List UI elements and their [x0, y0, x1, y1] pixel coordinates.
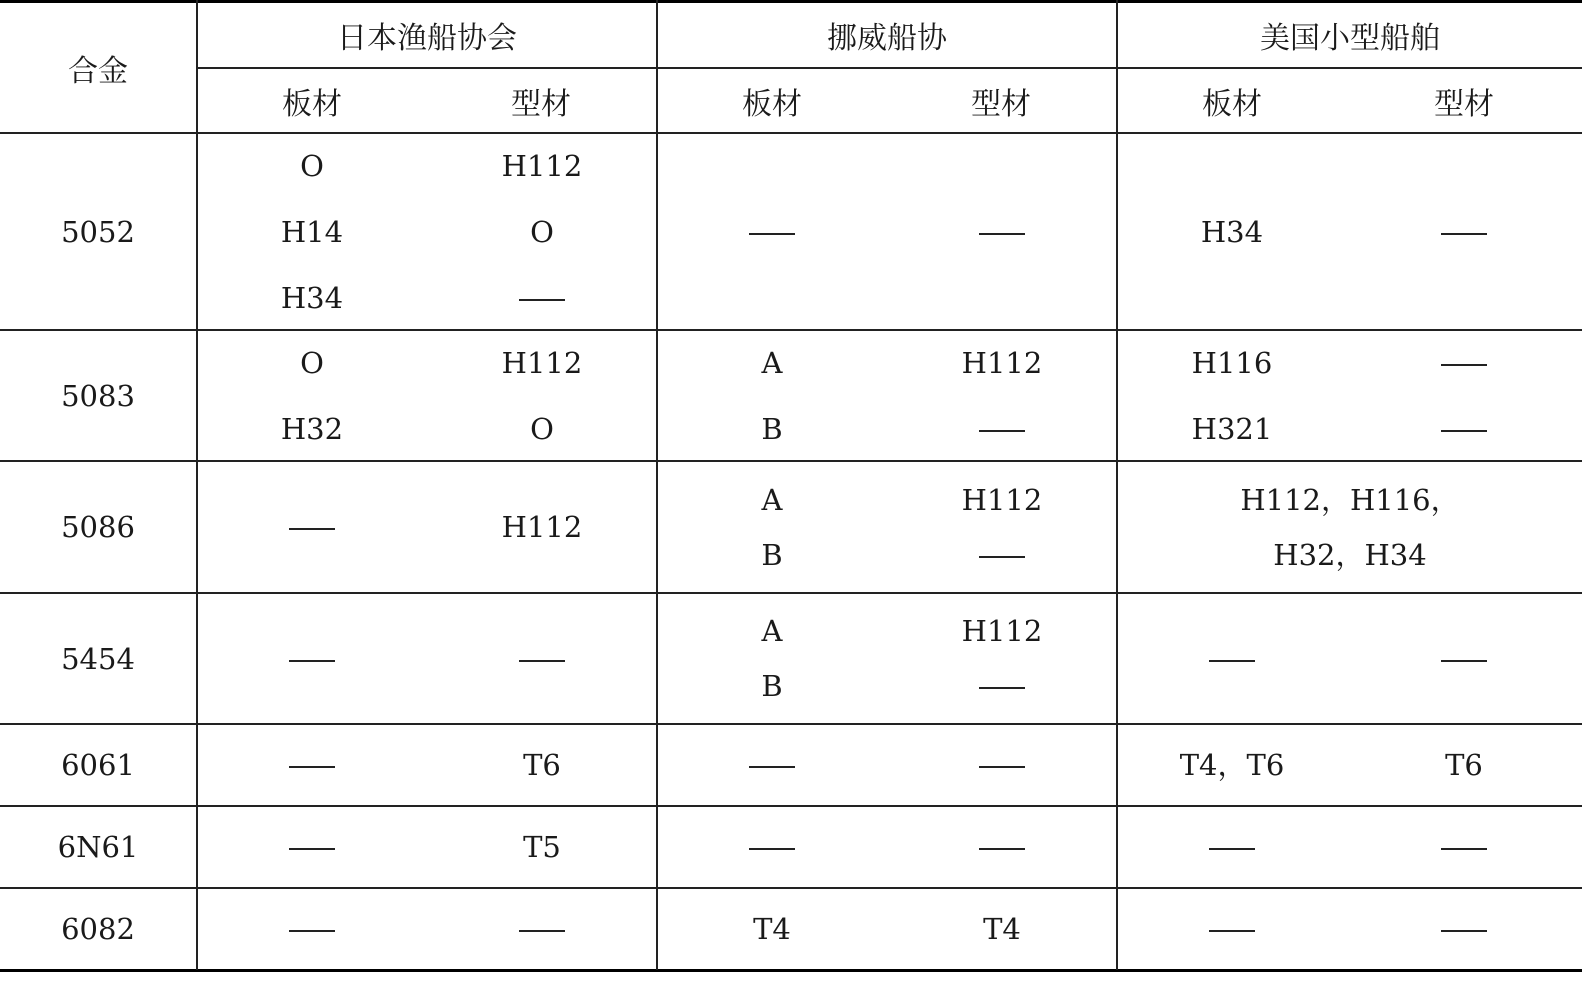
- temper-value: T6: [1445, 748, 1483, 782]
- table-cell: [1118, 725, 1346, 805]
- dash-mark: [1441, 830, 1487, 864]
- temper-value: H32: [280, 411, 344, 446]
- dash-glyph: [1441, 848, 1487, 850]
- table-cell: [198, 725, 426, 805]
- dash-mark: [289, 642, 335, 676]
- alloy-cell: 5086: [61, 510, 135, 544]
- dash-mark: [289, 510, 335, 544]
- temper-value: T5: [523, 830, 561, 864]
- table-cell: [1346, 725, 1582, 805]
- alloy-cell: 5083: [61, 378, 135, 413]
- table-cell: [426, 807, 658, 887]
- dash-mark: [979, 538, 1025, 572]
- dash-mark: [1441, 412, 1487, 446]
- dash-mark: [749, 748, 795, 782]
- temper-value: A: [761, 614, 783, 648]
- dash-mark: [519, 281, 565, 315]
- table-cell: [1118, 807, 1346, 887]
- table-cell: [198, 807, 426, 887]
- table-cell: [1346, 807, 1582, 887]
- temper-value: H112: [501, 345, 583, 380]
- table-cell: [886, 594, 1118, 723]
- dash-glyph: [979, 430, 1025, 432]
- table-cell: [658, 889, 886, 969]
- temper-value: H321: [1191, 411, 1273, 446]
- dash-glyph: [979, 687, 1025, 689]
- dash-glyph: [289, 528, 335, 530]
- dash-mark: [979, 830, 1025, 864]
- table-cell: [426, 134, 658, 329]
- table-cell: [426, 594, 658, 723]
- table-cell: [658, 331, 886, 460]
- temper-value: H34: [1200, 214, 1264, 249]
- table-cell: [198, 331, 426, 460]
- temper-value: A: [761, 482, 783, 517]
- dash-glyph: [979, 766, 1025, 768]
- header-plate: 板材: [282, 86, 342, 122]
- dash-mark: [1209, 642, 1255, 676]
- dash-glyph: [979, 848, 1025, 850]
- table-cell: [886, 462, 1118, 592]
- dash-glyph: [1441, 430, 1487, 432]
- merged-cell-usa: [1118, 462, 1582, 592]
- header-profile: 型材: [511, 86, 571, 122]
- table-cell: [658, 807, 886, 887]
- dash-mark: [289, 748, 335, 782]
- dash-mark: [749, 215, 795, 249]
- temper-value: A: [761, 345, 783, 380]
- dash-mark: [1441, 912, 1487, 946]
- temper-value: T4: [753, 912, 791, 946]
- table-cell: [198, 889, 426, 969]
- table-cell: [1118, 331, 1346, 460]
- temper-value: H112: [501, 510, 583, 544]
- dash-glyph: [749, 848, 795, 850]
- table-cell: [886, 134, 1118, 329]
- dash-mark: [1209, 830, 1255, 864]
- dash-mark: [979, 412, 1025, 446]
- table-cell: [658, 134, 886, 329]
- table-cell: [426, 331, 658, 460]
- table-cell: [198, 462, 426, 592]
- dash-mark: [289, 912, 335, 946]
- dash-mark: [979, 669, 1025, 703]
- dash-mark: [1209, 912, 1255, 946]
- dash-glyph: [979, 233, 1025, 235]
- dash-mark: [749, 830, 795, 864]
- table-cell: [198, 134, 426, 329]
- temper-value: H32，H34: [1273, 537, 1427, 572]
- table-cell: [886, 725, 1118, 805]
- table-cell: [426, 889, 658, 969]
- table-cell: [886, 807, 1118, 887]
- temper-value: H112: [501, 148, 583, 183]
- table-cell: [426, 462, 658, 592]
- dash-mark: [1441, 642, 1487, 676]
- dash-glyph: [749, 766, 795, 768]
- header-profile: 型材: [971, 86, 1031, 122]
- temper-value: H112，H116，: [1240, 482, 1460, 517]
- table-cell: [658, 725, 886, 805]
- temper-value: O: [300, 148, 324, 183]
- dash-glyph: [519, 299, 565, 301]
- dash-mark: [289, 830, 335, 864]
- alloy-cell: 5454: [61, 641, 135, 676]
- dash-glyph: [1441, 660, 1487, 662]
- temper-value: T4: [983, 912, 1021, 946]
- table-cell: [886, 889, 1118, 969]
- temper-value: T4，T6: [1179, 748, 1285, 782]
- dash-glyph: [519, 660, 565, 662]
- dash-glyph: [1209, 660, 1255, 662]
- table-cell: [658, 462, 886, 592]
- dash-glyph: [1441, 364, 1487, 366]
- temper-value: B: [761, 411, 783, 446]
- header-alloy: 合金: [68, 53, 128, 89]
- dash-glyph: [1441, 233, 1487, 235]
- temper-value: O: [530, 411, 554, 446]
- dash-glyph: [1209, 930, 1255, 932]
- dash-mark: [519, 912, 565, 946]
- temper-value: O: [530, 214, 554, 249]
- temper-value: H14: [280, 214, 344, 249]
- alloy-cell: 6061: [61, 748, 135, 782]
- table-cell: [658, 594, 886, 723]
- bottom-rule: [0, 969, 1582, 972]
- temper-value: H112: [961, 614, 1043, 648]
- table-cell: [1118, 134, 1346, 329]
- header-group-usa: 美国小型船舶: [1260, 21, 1440, 56]
- alloy-cell: 6N61: [57, 830, 139, 864]
- temper-value: H34: [280, 280, 344, 315]
- table-cell: [426, 725, 658, 805]
- header-plate: 板材: [742, 86, 802, 122]
- temper-value: B: [761, 669, 783, 703]
- temper-value: H116: [1191, 345, 1273, 380]
- dash-mark: [979, 215, 1025, 249]
- alloy-cell: 6082: [61, 912, 135, 946]
- dash-glyph: [289, 766, 335, 768]
- table-cell: [1346, 134, 1582, 329]
- table-cell: [1118, 594, 1346, 723]
- table-cell: [1346, 889, 1582, 969]
- table-cell: [1346, 594, 1582, 723]
- dash-glyph: [289, 660, 335, 662]
- dash-mark: [519, 642, 565, 676]
- alloy-cell: 5052: [61, 214, 135, 249]
- temper-value: T6: [523, 748, 561, 782]
- table-cell: [1346, 331, 1582, 460]
- table-cell: [1118, 889, 1346, 969]
- temper-value: H112: [961, 345, 1043, 380]
- header-plate: 板材: [1202, 86, 1262, 122]
- dash-glyph: [289, 848, 335, 850]
- table-cell: [198, 594, 426, 723]
- temper-value: B: [761, 537, 783, 572]
- dash-glyph: [1209, 848, 1255, 850]
- dash-glyph: [979, 556, 1025, 558]
- table-cell: [886, 331, 1118, 460]
- temper-value: H112: [961, 482, 1043, 517]
- header-group-norway: 挪威船协: [827, 21, 947, 56]
- dash-glyph: [1441, 930, 1487, 932]
- dash-glyph: [519, 930, 565, 932]
- temper-value: O: [300, 345, 324, 380]
- dash-glyph: [289, 930, 335, 932]
- dash-glyph: [749, 233, 795, 235]
- dash-mark: [979, 748, 1025, 782]
- header-profile: 型材: [1434, 86, 1494, 122]
- dash-mark: [1441, 215, 1487, 249]
- dash-mark: [1441, 346, 1487, 380]
- header-group-japan: 日本渔船协会: [337, 21, 517, 56]
